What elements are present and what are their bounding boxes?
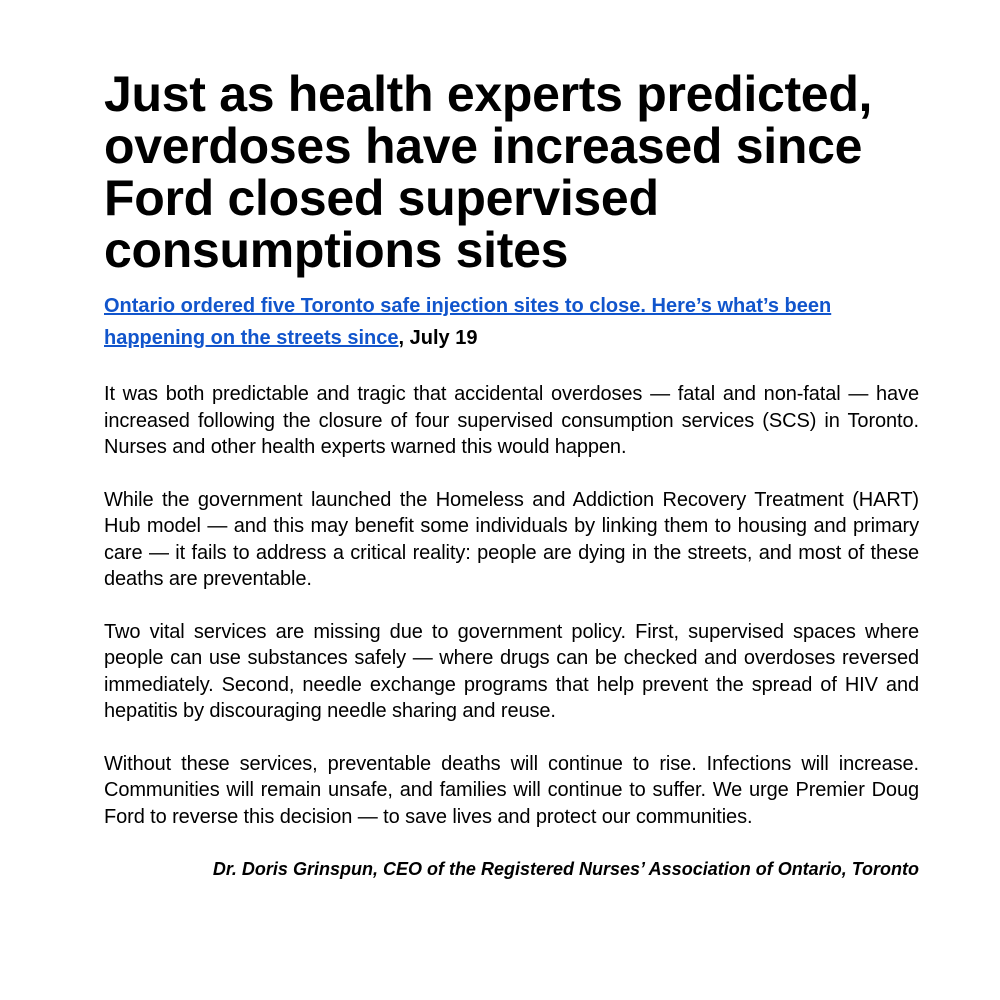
letter (104, 68, 919, 882)
body-paragraph: Without these services, preventable deaths will continue to rise. Infections will increase. Communities will remain unsafe, and families will continue to suffer. We urge Premier Doug Ford to reverse this decision — to save lives and protect our communities. (104, 752, 919, 828)
headline: Just as health experts predicted, overdoses have increased since Ford closed supervised consumptions sites (104, 66, 873, 278)
letter-body (104, 381, 919, 830)
source-date: , July 19 (398, 327, 478, 349)
source-line (104, 290, 919, 354)
body-paragraph: It was both predictable and tragic that accidental overdoses — fatal and non-fatal — have increased following the closure of four supervised consumption services (SCS) in Toronto. Nurses and other health experts warned this would happen. (104, 383, 919, 458)
author-signature: Dr. Doris Grinspun, CEO of the Registered Nurses’ Association of Ontario, Toronto (212, 859, 919, 879)
source-article-link[interactable]: Ontario ordered five Toronto safe injection sites to close. Here’s what’s been happening on the streets since (104, 295, 832, 349)
body-paragraph: Two vital services are missing due to government policy. First, supervised spaces where people can use substances safely — where drugs can be checked and overdoses reversed immediately. Second, needle exchange programs that help prevent the spread of HIV and hepatitis by discouraging needle sharing and reuse. (104, 620, 919, 722)
body-paragraph: While the government launched the Homeless and Addiction Recovery Treatment (HART) Hub model — and this may benefit some individuals by linking them to housing and primary care — it fails to address a critical reality: people are dying in the streets, and most of these deaths are preventable. (104, 488, 919, 590)
